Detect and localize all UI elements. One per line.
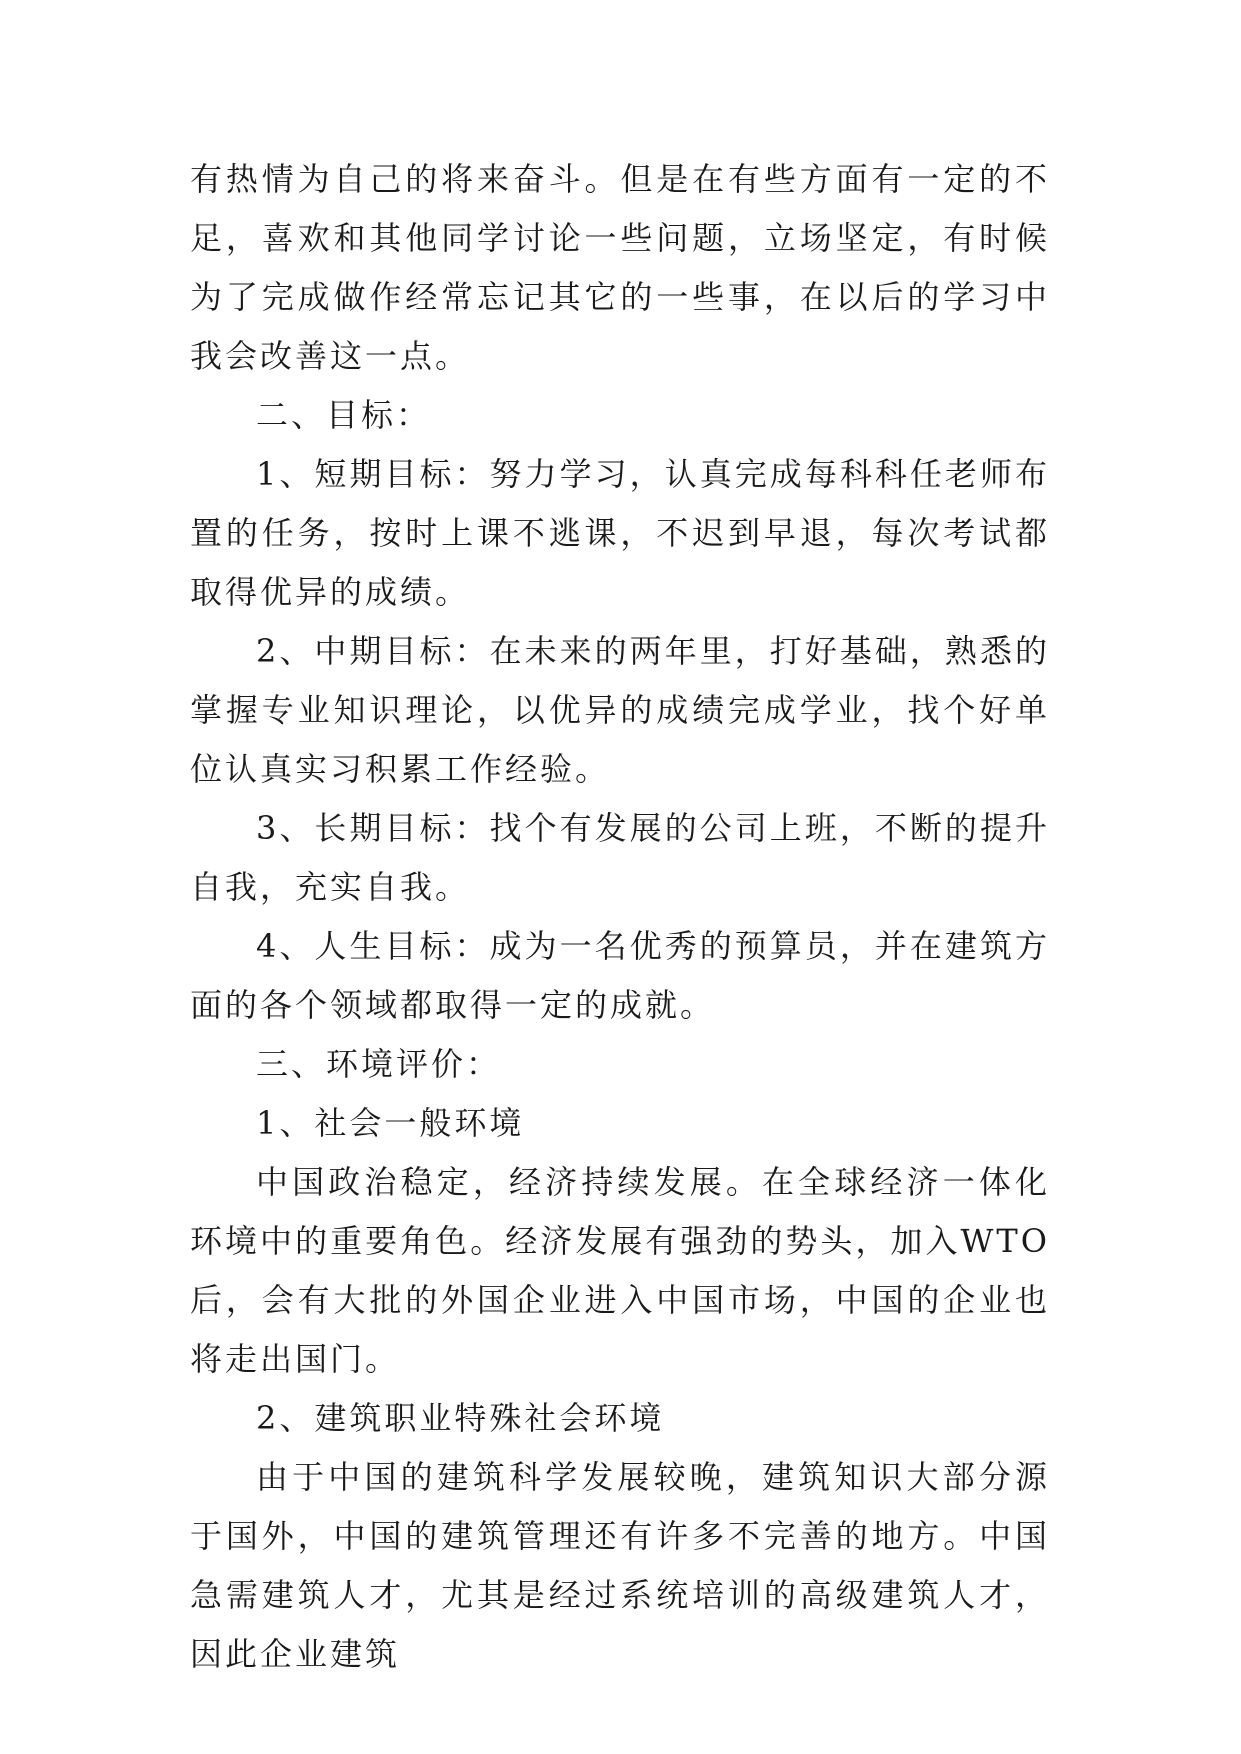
paragraph-short-term-goal: 1、短期目标：努力学习，认真完成每科科任老师布置的任务，按时上课不逃课，不迟到早退，每次考试都取得优异的成绩。 xyxy=(190,455,1050,611)
paragraph-life-goal: 4、人生目标：成为一名优秀的预算员，并在建筑方面的各个领域都取得一定的成就。 xyxy=(190,927,1050,1024)
heading-goals: 二、目标： xyxy=(256,396,432,434)
subheading-general-social-environment: 1、社会一般环境 xyxy=(256,1104,525,1142)
paragraph-construction-environment: 由于中国的建筑科学发展较晚，建筑知识大部分源于国外，中国的建筑管理还有许多不完善的地方。中国急需建筑人才，尤其是经过系统培训的高级建筑人才，因此企业建筑 xyxy=(190,1458,1050,1673)
subheading-construction-environment: 2、建筑职业特殊社会环境 xyxy=(256,1399,665,1437)
heading-environment-evaluation: 三、环境评价： xyxy=(256,1045,502,1083)
paragraph-mid-term-goal: 2、中期目标：在未来的两年里，打好基础，熟悉的掌握专业知识理论，以优异的成绩完成学业，找个好单位认真实习积累工作经验。 xyxy=(190,632,1050,788)
paragraph-long-term-goal: 3、长期目标：找个有发展的公司上班，不断的提升自我，充实自我。 xyxy=(190,809,1050,906)
paragraph-self-assessment: 有热情为自己的将来奋斗。但是在有些方面有一定的不足，喜欢和其他同学讨论一些问题，立场坚定，有时候为了完成做作经常忘记其它的一些事，在以后的学习中我会改善这一点。 xyxy=(190,160,1050,375)
document-body xyxy=(190,150,1050,1684)
paragraph-general-social-environment: 中国政治稳定，经济持续发展。在全球经济一体化环境中的重要角色。经济发展有强劲的势头，加入WTO后，会有大批的外国企业进入中国市场，中国的企业也将走出国门。 xyxy=(190,1163,1050,1378)
